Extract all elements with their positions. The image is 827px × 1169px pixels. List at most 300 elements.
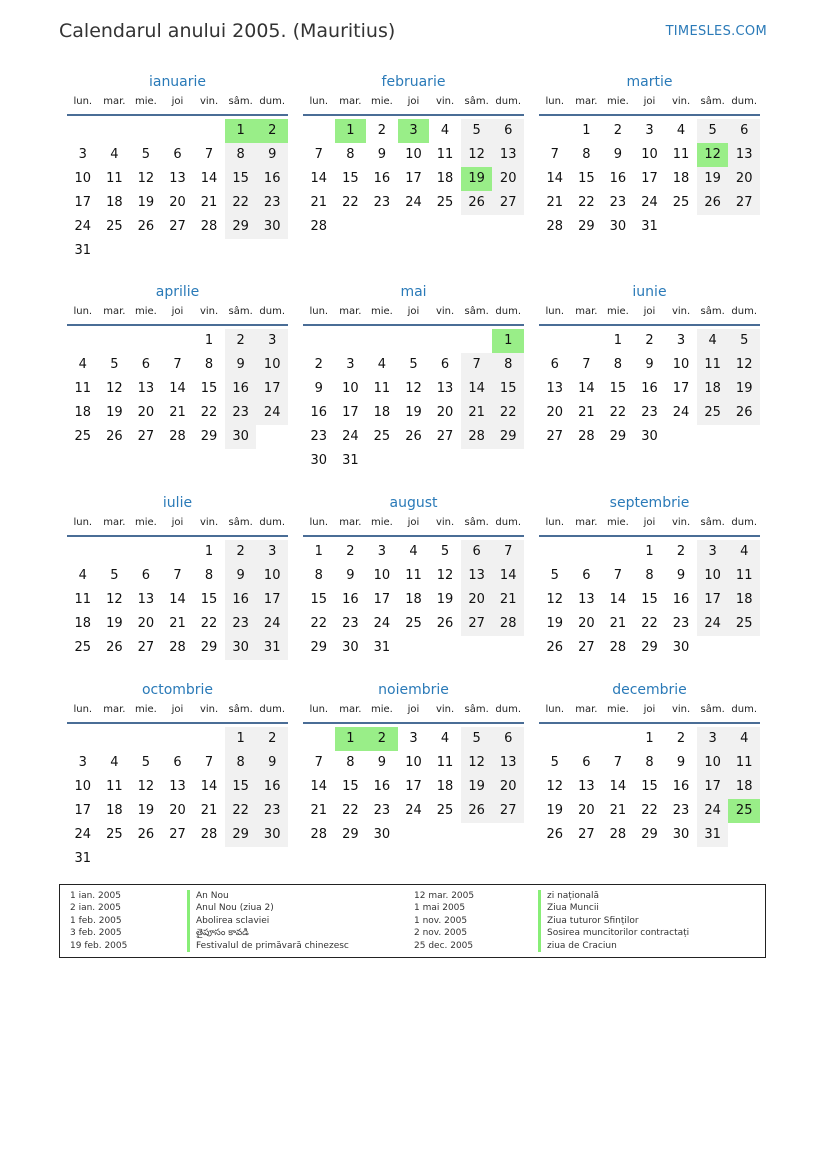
empty-cell [539,727,571,751]
weekday-label: sâm. [464,517,489,528]
empty-cell [130,119,162,143]
weekday-label: lun. [309,306,329,317]
holiday-date: 1 feb. 2005 [70,915,122,926]
day-cell: 11 [697,353,729,377]
holiday-date: 1 ian. 2005 [70,891,121,901]
day-cell: 27 [169,827,186,842]
day-cell: 2 [676,731,686,746]
weekday-label: dum. [731,517,757,528]
day-cell: 19 [137,803,155,818]
day-cell: 4 [728,727,760,751]
day-cell: 8 [346,755,355,770]
weekday-label: vin. [435,704,455,715]
day-cell: 24 [256,612,288,636]
day-cell: 7 [204,755,214,770]
weekday-label: mar. [575,306,598,317]
day-cell: 10 [405,755,422,770]
day-cell: 3 [409,731,418,746]
holiday-date: 2 nov. 2005 [414,928,468,939]
day-cell: 4 [110,147,119,162]
day-cell: 10 [697,564,729,588]
month-name: martie [626,74,673,90]
day-cell: 15 [578,171,595,186]
day-cell: 24 [697,799,729,823]
day-cell: 2 [314,357,323,372]
day-cell: 31 [256,636,288,660]
weekday-header [303,94,524,116]
empty-cell [99,727,131,751]
day-cell: 26 [106,640,123,655]
day-cell: 18 [106,803,123,818]
day-cell: 13 [546,381,564,396]
empty-cell [539,119,571,143]
weekday-header [67,304,288,326]
weekday-label: vin. [199,96,219,107]
day-cell: 26 [137,827,155,842]
day-cell: 17 [256,588,288,612]
day-cell: 3 [697,727,729,751]
day-cell: 19 [728,377,760,401]
weekday-label: mar. [575,96,598,107]
day-cell: 1 [613,333,623,348]
month-name: decembrie [612,682,687,698]
day-cell: 3 [377,544,387,559]
day-cell: 16 [256,775,288,799]
day-cell: 9 [256,751,288,775]
weekday-label: joi [643,517,656,528]
day-cell: 24 [697,612,729,636]
empty-cell [162,329,194,353]
day-cell: 16 [342,592,359,607]
month-februarie [303,72,524,239]
day-cell: 29 [200,640,218,655]
weekday-label: sâm. [228,517,253,528]
day-cell: 14 [310,779,328,794]
weekday-label: mie. [606,704,629,715]
days-grid [303,727,524,847]
weekday-label: lun. [309,517,329,528]
day-cell: 17 [641,171,658,186]
day-cell: 14 [169,381,186,396]
day-cell: 31 [74,243,92,258]
weekday-header [67,94,288,116]
day-cell: 15 [342,171,359,186]
day-cell: 8 [225,751,257,775]
day-cell: 1 [645,544,654,559]
day-cell: 11 [373,381,391,396]
weekday-label: lun. [73,306,93,317]
weekday-label: dum. [259,704,285,715]
day-cell: 15 [342,779,359,794]
day-cell: 18 [74,405,92,420]
day-cell: 30 [342,640,359,655]
day-cell: 4 [78,568,87,583]
day-cell: 22 [200,405,218,420]
day-cell: 29 [641,640,658,655]
day-cell: 12 [546,779,564,794]
day-cell: 5 [550,568,559,583]
holiday-name: ziua de Craciun [538,940,689,952]
day-cell: 6 [728,119,760,143]
holiday-name: zi națională [538,890,689,902]
day-cell: 2 [613,123,623,138]
day-cell: 18 [436,171,454,186]
day-cell: 8 [314,568,323,583]
day-cell: 5 [409,357,418,372]
day-cell: 5 [728,329,760,353]
day-cell: 22 [609,405,627,420]
weekday-header [539,304,760,326]
day-cell: 18 [728,588,760,612]
empty-cell [303,329,335,353]
day-cell: 2 [225,329,257,353]
day-cell: 27 [492,799,524,823]
day-cell: 4 [440,123,450,138]
day-cell: 26 [728,401,760,425]
weekday-label: vin. [435,517,455,528]
month-noiembrie [303,680,524,847]
day-cell: 27 [546,429,564,444]
weekday-label: lun. [309,704,329,715]
empty-cell [461,329,493,353]
weekday-label: lun. [73,517,93,528]
day-cell: 18 [373,405,391,420]
day-cell: 28 [200,219,218,234]
day-cell: 1 [204,544,214,559]
day-cell: 14 [169,592,186,607]
month-name: ianuarie [148,74,207,90]
day-cell: 5 [110,568,119,583]
day-cell: 23 [641,405,658,420]
day-cell: 26 [697,191,729,215]
weekday-label: mar. [339,517,362,528]
empty-cell [67,329,99,353]
holiday-day-cell: 2 [366,727,398,751]
day-cell: 20 [492,775,524,799]
day-cell: 23 [256,191,288,215]
day-cell: 19 [106,405,123,420]
weekday-label: joi [643,306,656,317]
empty-cell [539,329,571,353]
day-cell: 27 [137,429,155,444]
empty-cell [335,329,367,353]
day-cell: 26 [546,827,564,842]
day-cell: 25 [74,429,92,444]
day-cell: 11 [106,171,123,186]
month-name: septembrie [609,495,690,511]
weekday-label: joi [171,96,184,107]
holiday-names-left [187,890,349,952]
day-cell: 12 [137,171,155,186]
holiday-day-cell: 1 [335,119,367,143]
day-cell: 12 [461,751,493,775]
weekday-label: dum. [495,517,521,528]
day-cell: 6 [492,119,524,143]
empty-cell [602,540,634,564]
day-cell: 21 [578,405,595,420]
empty-cell [571,727,603,751]
day-cell: 13 [492,751,524,775]
holiday-date: 12 mar. 2005 [414,891,475,901]
day-cell: 12 [461,143,493,167]
empty-cell [193,119,225,143]
day-cell: 5 [110,357,119,372]
day-cell: 22 [225,799,257,823]
day-cell: 17 [74,803,92,818]
holiday-date: 2 ian. 2005 [70,903,121,914]
empty-cell [99,329,131,353]
day-cell: 28 [492,612,524,636]
day-cell: 23 [256,799,288,823]
weekday-label: vin. [671,306,691,317]
weekday-label: joi [643,96,656,107]
holiday-name: Sosirea muncitorilor contractați [538,927,689,939]
day-cell: 24 [672,405,690,420]
days-grid [539,329,760,449]
day-cell: 19 [546,803,564,818]
weekday-label: mie. [606,517,629,528]
day-cell: 14 [492,564,524,588]
holiday-name: తైపూసం కావడి [187,927,349,939]
day-cell: 26 [106,429,123,444]
holiday-day-cell: 1 [335,727,367,751]
day-cell: 16 [373,171,391,186]
day-cell: 16 [373,779,391,794]
day-cell: 12 [405,381,422,396]
holiday-name: Festivalul de primăvară chinezesc [187,940,349,952]
day-cell: 30 [672,827,690,842]
day-cell: 13 [578,592,595,607]
page-title: Calendarul anului 2005. (Mauritius) [59,20,396,42]
day-cell: 30 [641,429,658,444]
day-cell: 26 [405,429,422,444]
day-cell: 8 [492,353,524,377]
day-cell: 11 [405,568,422,583]
day-cell: 29 [342,827,359,842]
month-iulie [67,493,288,660]
weekday-header [67,515,288,537]
month-name: februarie [381,74,446,90]
month-decembrie [539,680,760,847]
day-cell: 15 [225,775,257,799]
day-cell: 4 [377,357,387,372]
day-cell: 6 [173,147,182,162]
weekday-label: lun. [545,517,565,528]
weekday-label: sâm. [228,306,253,317]
weekday-header [303,702,524,724]
day-cell: 22 [342,195,359,210]
day-cell: 30 [672,640,690,655]
day-cell: 6 [461,540,493,564]
day-cell: 9 [256,143,288,167]
weekday-label: sâm. [228,96,253,107]
day-cell: 21 [310,195,328,210]
day-cell: 19 [405,405,422,420]
day-cell: 7 [173,357,182,372]
day-cell: 28 [461,425,493,449]
day-cell: 7 [613,755,623,770]
day-cell: 9 [377,755,387,770]
day-cell: 10 [697,751,729,775]
day-cell: 20 [137,616,155,631]
month-ianuarie [67,72,288,263]
day-cell: 17 [74,195,92,210]
day-cell: 17 [373,592,391,607]
day-cell: 17 [342,405,359,420]
day-cell: 12 [436,568,454,583]
weekday-label: mie. [370,306,393,317]
day-cell: 20 [461,588,493,612]
day-cell: 29 [200,429,218,444]
day-cell: 11 [436,755,454,770]
day-cell: 19 [106,616,123,631]
day-cell: 21 [310,803,328,818]
day-cell: 16 [672,592,690,607]
day-cell: 9 [613,147,623,162]
day-cell: 15 [609,381,627,396]
day-cell: 13 [436,381,454,396]
day-cell: 22 [310,616,328,631]
empty-cell [398,329,430,353]
month-name: aprilie [155,284,200,300]
day-cell: 30 [225,636,257,660]
day-cell: 19 [137,195,155,210]
day-cell: 29 [225,215,257,239]
weekday-label: joi [171,704,184,715]
empty-cell [162,119,194,143]
weekday-label: joi [171,517,184,528]
weekday-label: mar. [339,96,362,107]
weekday-label: vin. [199,517,219,528]
days-grid [303,119,524,239]
day-cell: 16 [310,405,328,420]
holiday-date: 1 nov. 2005 [414,915,468,926]
day-cell: 20 [169,195,186,210]
day-cell: 22 [225,191,257,215]
month-martie [539,72,760,239]
empty-cell [539,540,571,564]
month-name: iulie [162,495,193,511]
day-cell: 10 [256,353,288,377]
day-cell: 2 [645,333,654,348]
weekday-label: joi [407,306,420,317]
weekday-header [303,304,524,326]
day-cell: 12 [106,592,123,607]
day-cell: 24 [256,401,288,425]
weekday-label: mar. [103,306,126,317]
day-cell: 14 [609,779,627,794]
day-cell: 10 [342,381,359,396]
weekday-label: mar. [339,704,362,715]
day-cell: 29 [578,219,595,234]
day-cell: 16 [225,377,257,401]
weekday-label: dum. [731,96,757,107]
day-cell: 17 [672,381,690,396]
empty-cell [130,727,162,751]
weekday-label: sâm. [700,517,725,528]
day-cell: 8 [645,755,654,770]
month-septembrie [539,493,760,660]
day-cell: 2 [256,727,288,751]
day-cell: 5 [461,119,493,143]
day-cell: 29 [225,823,257,847]
day-cell: 1 [314,544,323,559]
holiday-day-cell: 1 [225,119,257,143]
weekday-label: sâm. [464,96,489,107]
day-cell: 15 [200,592,218,607]
day-cell: 2 [377,123,387,138]
holiday-dates-right [414,890,474,952]
day-cell: 22 [492,401,524,425]
weekday-label: lun. [545,96,565,107]
weekday-label: lun. [545,704,565,715]
day-cell: 10 [74,171,92,186]
day-cell: 31 [373,640,391,655]
day-cell: 22 [641,616,658,631]
weekday-header [303,515,524,537]
day-cell: 20 [492,167,524,191]
day-cell: 2 [676,544,686,559]
days-grid [67,119,288,263]
day-cell: 24 [405,803,422,818]
weekday-header [67,702,288,724]
day-cell: 14 [578,381,595,396]
day-cell: 11 [728,564,760,588]
day-cell: 14 [609,592,627,607]
day-cell: 11 [74,381,92,396]
day-cell: 4 [409,544,418,559]
empty-cell [67,727,99,751]
day-cell: 15 [641,779,658,794]
holiday-day-cell: 12 [697,143,729,167]
day-cell: 8 [582,147,591,162]
brand-logo-text[interactable]: TIMESLES.COM [665,24,767,39]
day-cell: 28 [546,219,564,234]
day-cell: 4 [728,540,760,564]
day-cell: 3 [676,333,686,348]
day-cell: 19 [546,616,564,631]
day-cell: 30 [310,453,328,468]
day-cell: 25 [672,195,690,210]
day-cell: 6 [173,755,182,770]
day-cell: 28 [169,640,186,655]
day-cell: 26 [461,799,493,823]
empty-cell [99,540,131,564]
day-cell: 11 [74,592,92,607]
weekday-label: sâm. [464,306,489,317]
day-cell: 23 [609,195,627,210]
weekday-label: mie. [370,704,393,715]
month-august [303,493,524,660]
empty-cell [303,119,335,143]
day-cell: 1 [225,727,257,751]
day-cell: 10 [672,357,690,372]
day-cell: 17 [697,775,729,799]
day-cell: 24 [342,429,359,444]
weekday-label: vin. [671,704,691,715]
day-cell: 12 [106,381,123,396]
day-cell: 13 [169,171,186,186]
day-cell: 31 [697,823,729,847]
day-cell: 29 [310,640,328,655]
day-cell: 7 [314,147,323,162]
day-cell: 15 [200,381,218,396]
day-cell: 29 [609,429,627,444]
weekday-label: joi [171,306,184,317]
day-cell: 6 [492,727,524,751]
day-cell: 11 [106,779,123,794]
day-cell: 13 [728,143,760,167]
